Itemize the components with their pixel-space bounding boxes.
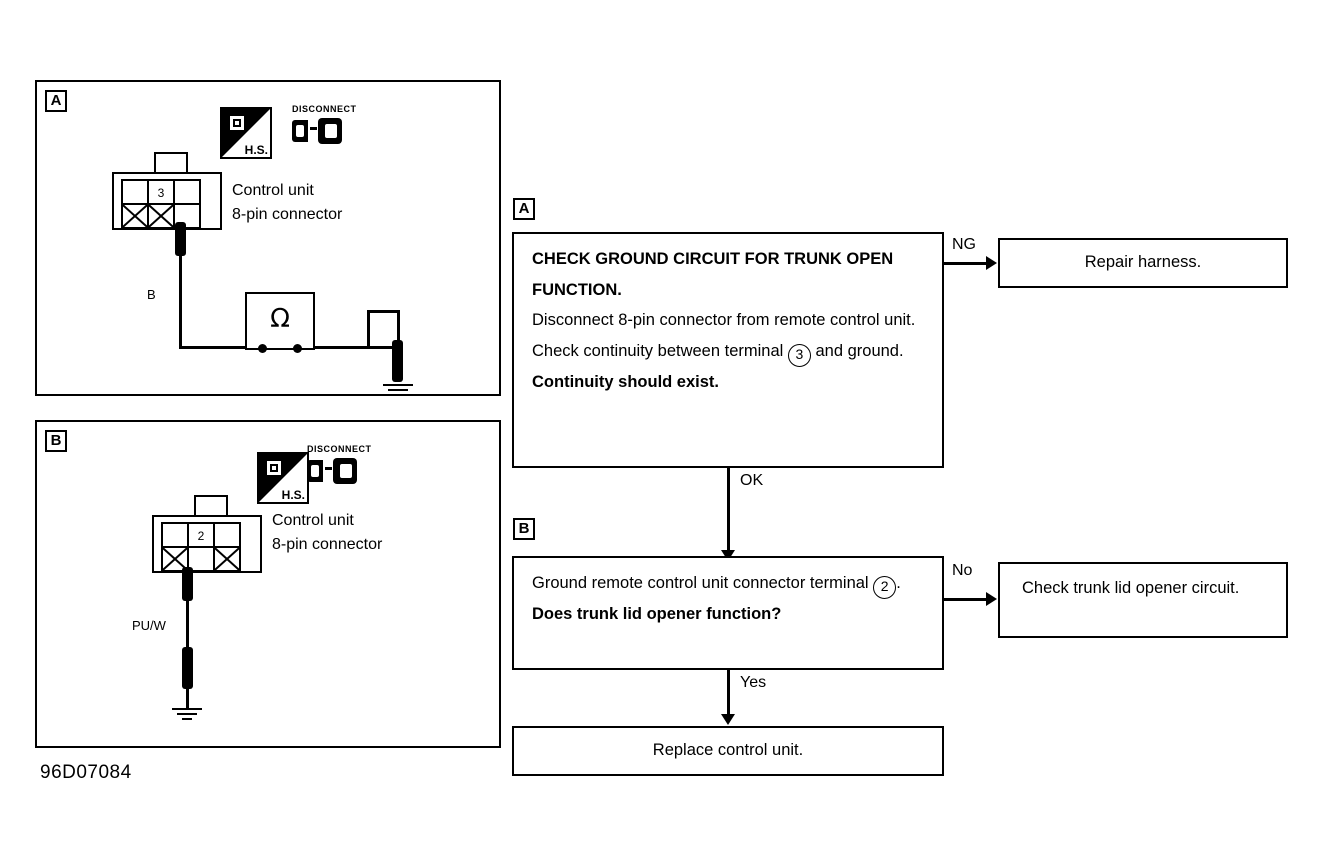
terminal-cell-3: 3 [147, 179, 175, 205]
probe-a [175, 222, 186, 256]
wire-a-right-up [367, 310, 370, 348]
flow-step-b-question: Does trunk lid opener function? [532, 605, 782, 623]
terminal-cell-blank [121, 203, 149, 229]
replace-control-unit-label: Replace control unit. [652, 741, 804, 760]
disconnect-label: DISCONNECT [307, 444, 372, 454]
replace-control-unit-box [512, 726, 944, 776]
check-trunk-circuit-label: Check trunk lid opener circuit. [1022, 579, 1240, 597]
disconnect-label: DISCONNECT [292, 104, 357, 114]
probe-ground-a [392, 340, 403, 382]
disconnect-icon [292, 104, 357, 146]
ng-label: NG [952, 236, 976, 253]
no-arrow-head [986, 592, 997, 606]
terminal-cell [173, 179, 201, 205]
wire-b-vertical [186, 598, 189, 652]
repair-harness-box [998, 238, 1288, 288]
wire-label-b: PU/W [132, 618, 166, 633]
wire-label-a: B [147, 287, 156, 302]
flow-step-a-line1: Disconnect 8-pin connector from remote control unit. [532, 311, 916, 330]
ohm-symbol: Ω [270, 304, 290, 334]
terminal-cell-blank [213, 546, 241, 572]
disconnect-glyph [307, 456, 363, 486]
connector-title-b: Control unit [272, 512, 354, 529]
disconnect-icon-b [307, 444, 372, 486]
handy-scope-icon-b [257, 452, 309, 504]
disconnect-glyph [292, 116, 348, 146]
flow-step-b-line1 [532, 568, 924, 599]
hs-label: H.S. [281, 488, 305, 502]
no-label: No [952, 562, 973, 579]
probe-b [182, 567, 193, 601]
yes-label: Yes [740, 674, 767, 691]
yes-arrow-line [727, 670, 730, 718]
terminal-circle-3: 3 [788, 344, 811, 367]
check-trunk-circuit-box [998, 562, 1288, 638]
terminal-cell [213, 522, 241, 548]
ng-arrow-head [986, 256, 997, 270]
connector-subtitle-a: 8-pin connector [232, 206, 343, 223]
wire-a-right [313, 346, 403, 349]
hs-label: H.S. [244, 143, 268, 157]
connector-subtitle-b: 8-pin connector [272, 536, 383, 553]
flow-step-a-title: CHECK GROUND CIRCUIT FOR TRUNK OPEN FUNCTION. [532, 250, 894, 299]
yes-arrow-head [721, 714, 735, 725]
hs-connector-glyph [228, 114, 246, 132]
ok-arrow-line [727, 468, 730, 554]
terminal-circle-2: 2 [873, 576, 896, 599]
wire-a-vertical [179, 254, 182, 348]
wire-a-right-top [367, 310, 400, 313]
terminal-cell [121, 179, 149, 205]
terminal-cell-blank [147, 203, 175, 229]
no-arrow-line [944, 598, 988, 601]
flow-step-a-box [512, 232, 944, 468]
connector-title-a: Control unit [232, 182, 314, 199]
wire-b-ground [186, 687, 189, 709]
meter-terminal-right [293, 344, 302, 353]
flow-step-a-line2-pre: Check continuity between terminal [532, 341, 784, 360]
ng-arrow-line [944, 262, 988, 265]
wire-a-horizontal [179, 346, 249, 349]
hs-connector-glyph [265, 459, 283, 477]
probe-ground-b [182, 647, 193, 689]
panel-b-tag: B [45, 430, 67, 452]
ohmmeter [245, 292, 315, 350]
flow-step-a-result: Continuity should exist. [532, 372, 720, 391]
ok-label: OK [740, 472, 764, 489]
flow-step-b-line1-post: . [896, 574, 901, 592]
repair-harness-label: Repair harness. [1084, 253, 1202, 272]
terminal-cell [161, 522, 189, 548]
flow-step-b-line1-pre: Ground remote control unit connector terminal [532, 574, 869, 592]
figure-caption: 96D07084 [40, 762, 132, 783]
panel-a-tag: A [45, 90, 67, 112]
flow-step-a-tag: A [513, 198, 535, 220]
meter-terminal-left [258, 344, 267, 353]
flow-step-a-line2-post: and ground. [815, 341, 904, 360]
flow-step-a-line2 [532, 336, 924, 367]
terminal-cell-2: 2 [187, 522, 215, 548]
flow-step-b-box [512, 556, 944, 670]
panel-a [35, 80, 501, 396]
panel-b [35, 420, 501, 748]
handy-scope-icon [220, 107, 272, 159]
flow-step-b-tag: B [513, 518, 535, 540]
